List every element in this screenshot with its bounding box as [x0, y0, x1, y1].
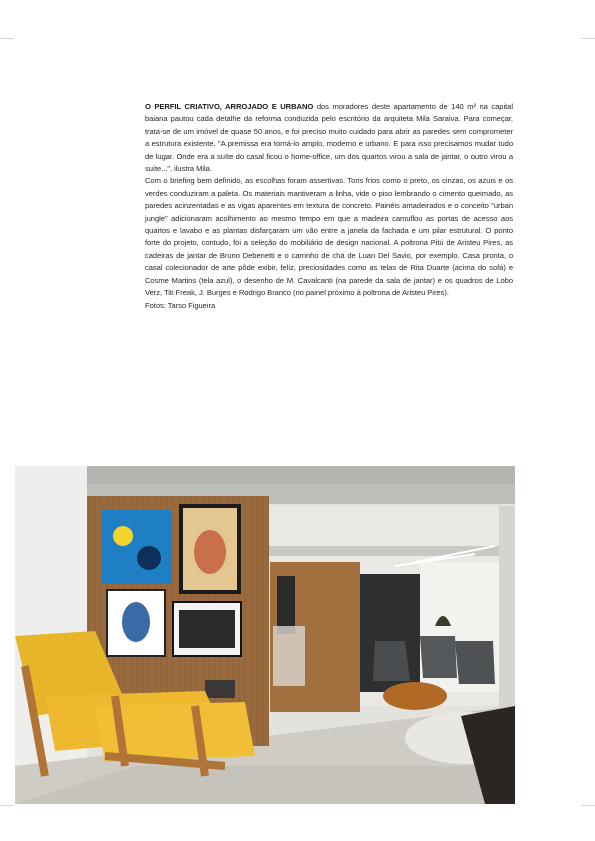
crop-mark-bottom-left — [0, 805, 14, 806]
article-paragraph-1 — [145, 101, 513, 175]
article-paragraph-2: Com o briefing bem definido, as escolhas foram assertivas. Tons frios como o preto, os cinzas, os azuis e os verdes conduziram a paleta. Os materiais mantiveram a linha, vide o piso lembrando o cimento queimado, as paredes acinzentadas e as vigas aparentes em textura de concreto. Painéis amadeirados e o conceito "urban jungle" adicionaram acolhimento ao mesmo tempo em que a madeira camuflou as portas de acesso aos quartos e lavabo e as plantas disfarçaram um vão entre a janela da fachada e um pilar estrutural. O ponto forte do projeto, contudo, foi a seleção do mobiliário de design nacional. A poltrona Pitú de Aristeu Pires, as cadeiras de jantar de Bruno Debenetti e o carrinho de chá de Luan Del Savio, por exemplo. Casa pronta, o casal colecionador de arte pôde exibir, feliz, preciosidades como as telas de Rita Duarte (acima do sofá) e Cosme Martins (tela azul), o desenho de M. Cavalcanti (na parede da sala de jantar) e os quadros de Lobo Verz, Titi Freak, J. Burges e Rodrigo Branco (no painel próximo à poltrona de Aristeu Pires). — [145, 176, 513, 298]
crop-mark-bottom-right — [581, 805, 595, 806]
article-lead: O PERFIL CRIATIVO, ARROJADO E URBANO — [145, 102, 314, 111]
article-paragraph-1-text: dos moradores deste apartamento de 140 m² na capital baiana pautou cada detalhe da reforma conduzida pelo escritório da arquiteta Mila Saraiva. Para começar, trata-se de um imóvel de quase 50 anos, e foi preciso muito cuidado para abrir as paredes sem comprometer a estrutura existente. "A premissa era torná-lo amplo, moderno e urbano. E para isso precisamos mudar tudo de lugar. Onde era a suíte do casal ficou o home-office, um dos quartos virou a sala de jantar, o outro virou a suíte...", ilustra Mila. — [145, 102, 513, 174]
crop-mark-top-right — [581, 38, 595, 39]
tea-cart — [205, 680, 235, 698]
article-body — [145, 101, 513, 312]
dining-table — [383, 682, 447, 710]
blue-painting — [101, 510, 171, 584]
crop-mark-top-left — [0, 38, 14, 39]
interior-photo — [15, 466, 515, 804]
photo-credit: Fotos: Tarso Figueira — [145, 300, 216, 310]
